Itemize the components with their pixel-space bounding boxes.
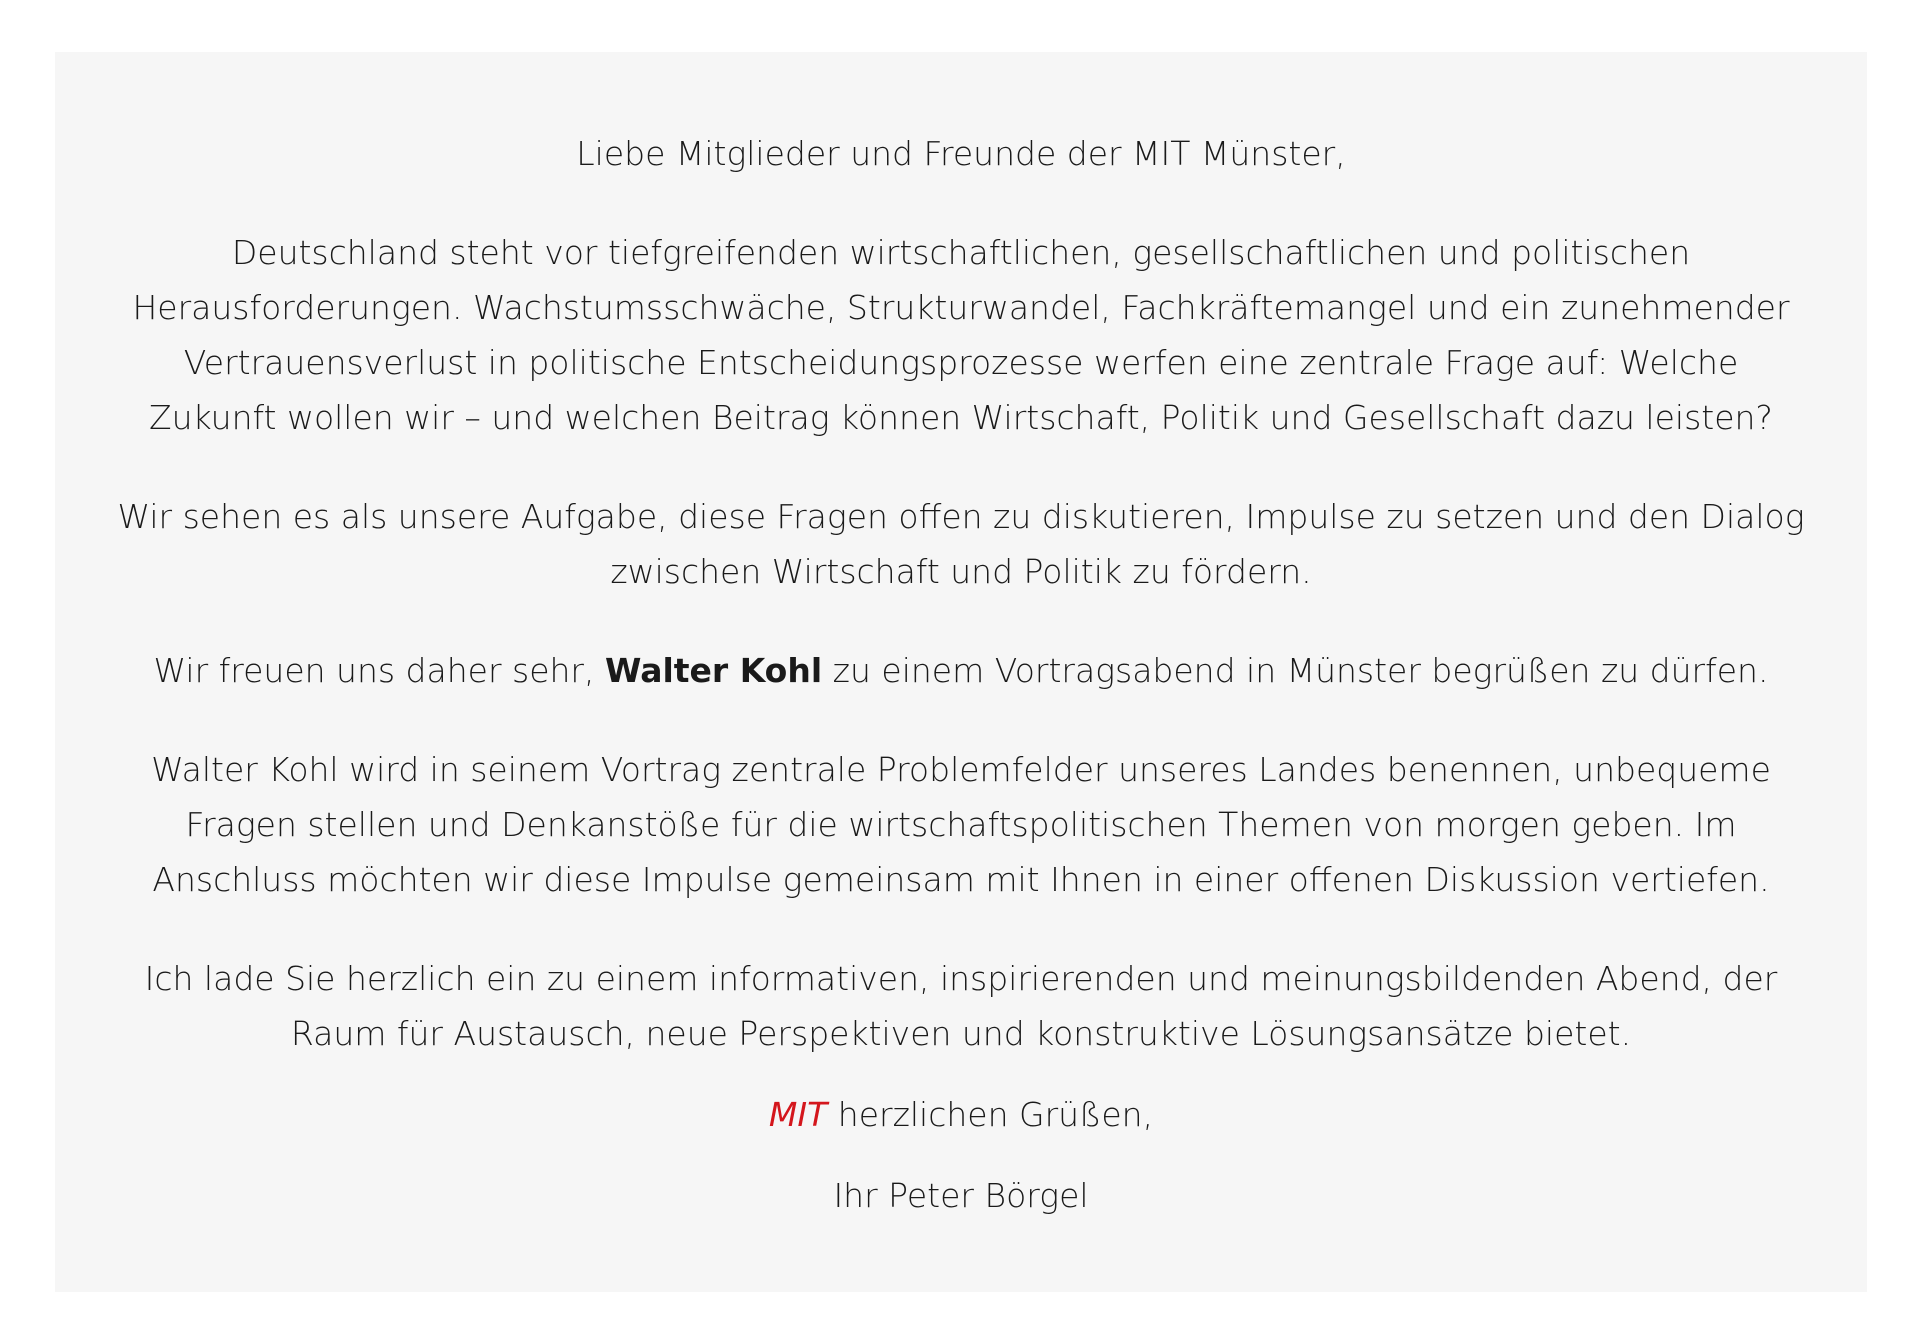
paragraph-challenges: Deutschland steht vor tiefgreifenden wirtschaftlichen, gesellschaftlichen und politischen Herausforderungen. Wachstumsschwäche, Strukturwandel, Fachkräftemangel und ein zunehmender Vertrauensverlust in politische Entscheidungsprozesse werfen eine zentrale Frage auf: Welche Zukunft wollen wir – und welchen Beitrag können Wirtschaft, Politik und Gesellschaft dazu leisten? [132,233,1790,437]
closing-text: herzlichen Grüßen, [827,1095,1154,1134]
paragraph-mission: Wir sehen es als unsere Aufgabe, diese Fragen offen zu diskutieren, Impulse zu setzen und den Dialog zwischen Wirtschaft und Politik zu fördern. [117,497,1805,591]
paragraph-talk-description: Walter Kohl wird in seinem Vortrag zentrale Problemfelder unseres Landes benennen, unbequeme Fragen stellen und Denkanstöße für die wirtschaftspolitischen Themen von morgen geben. Im Anschluss möchten wir diese Impulse gemeinsam mit Ihnen in einer offenen Diskussion vertiefen. [151,750,1771,899]
paragraph-speaker-announcement [115,643,1807,698]
closing-line [115,1087,1807,1142]
speaker-name: Walter Kohl [604,651,823,690]
mit-brand-mark: MIT [768,1095,828,1134]
paragraph-invitation: Ich lade Sie herzlich ein zu einem informativen, inspirierenden und meinungsbildenden Abend, der Raum für Austausch, neue Perspektiven und konstruktive Lösungsansätze bietet. [144,959,1778,1053]
letter-card [55,52,1867,1292]
letter-greeting: Liebe Mitglieder und Freunde der MIT Münster, [576,134,1346,173]
announcement-post-text: zu einem Vortragsabend in Münster begrüßen zu dürfen. [822,651,1769,690]
signature: Ihr Peter Börgel [833,1176,1089,1215]
announcement-pre-text: Wir freuen uns daher sehr, [153,651,605,690]
